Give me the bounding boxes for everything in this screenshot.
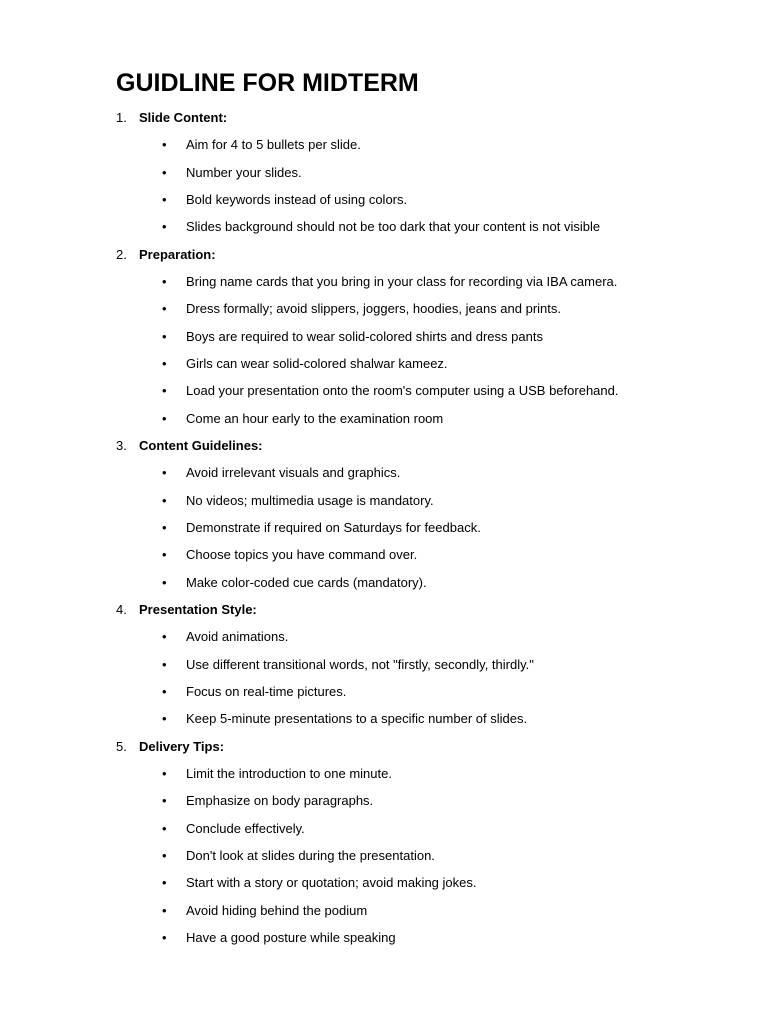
- list-item: [0, 901, 768, 921]
- list-item: [0, 627, 768, 647]
- bullet-icon: •: [162, 137, 167, 152]
- section-label: Preparation:: [139, 247, 216, 262]
- list-item-text: Avoid hiding behind the podium: [186, 903, 368, 918]
- list-item: [0, 463, 768, 483]
- list-item-text: Load your presentation onto the room's computer using a USB beforehand.: [186, 383, 619, 398]
- list-item-text: Bring name cards that you bring in your class for recording via IBA camera.: [186, 274, 618, 289]
- section-number: 3.: [116, 438, 127, 453]
- list-item: [0, 545, 768, 565]
- list-item: [0, 381, 768, 401]
- list-item: [0, 217, 768, 237]
- section-heading: [0, 245, 768, 265]
- bullet-icon: •: [162, 684, 167, 699]
- section-label: Slide Content:: [139, 110, 228, 125]
- list-item: [0, 491, 768, 511]
- bullet-icon: •: [162, 875, 167, 890]
- list-item-text: Avoid animations.: [186, 629, 289, 644]
- bullet-icon: •: [162, 547, 167, 562]
- list-item: [0, 163, 768, 183]
- list-item-text: Choose topics you have command over.: [186, 547, 418, 562]
- list-item: [0, 518, 768, 538]
- list-item: [0, 791, 768, 811]
- bullet-icon: •: [162, 219, 167, 234]
- list-item: [0, 655, 768, 675]
- bullet-icon: •: [162, 192, 167, 207]
- bullet-icon: •: [162, 356, 167, 371]
- bullet-icon: •: [162, 465, 167, 480]
- list-item-text: Use different transitional words, not "firstly, secondly, thirdly.": [186, 657, 534, 672]
- section-number: 5.: [116, 739, 127, 754]
- list-item-text: Number your slides.: [186, 165, 302, 180]
- bullet-icon: •: [162, 657, 167, 672]
- list-item-text: Start with a story or quotation; avoid making jokes.: [186, 875, 477, 890]
- bullet-icon: •: [162, 903, 167, 918]
- section-heading: [0, 600, 768, 620]
- list-item: [0, 709, 768, 729]
- section-heading: [0, 436, 768, 456]
- bullet-icon: •: [162, 520, 167, 535]
- list-item-text: Don't look at slides during the presentation.: [186, 848, 435, 863]
- bullet-icon: •: [162, 848, 167, 863]
- list-item-text: Boys are required to wear solid-colored shirts and dress pants: [186, 329, 543, 344]
- list-item-text: Girls can wear solid-colored shalwar kameez.: [186, 356, 448, 371]
- list-item-text: Focus on real-time pictures.: [186, 684, 347, 699]
- bullet-icon: •: [162, 301, 167, 316]
- list-item-text: Avoid irrelevant visuals and graphics.: [186, 465, 401, 480]
- list-item-text: Come an hour early to the examination room: [186, 411, 444, 426]
- list-item: [0, 682, 768, 702]
- section-number: 1.: [116, 110, 127, 125]
- list-item: [0, 299, 768, 319]
- list-item-text: Have a good posture while speaking: [186, 930, 396, 945]
- list-item: [0, 327, 768, 347]
- list-item-text: Make color-coded cue cards (mandatory).: [186, 575, 427, 590]
- list-item: [0, 573, 768, 593]
- bullet-icon: •: [162, 165, 167, 180]
- list-item: [0, 409, 768, 429]
- bullet-icon: •: [162, 821, 167, 836]
- bullet-icon: •: [162, 575, 167, 590]
- list-item-text: Bold keywords instead of using colors.: [186, 192, 408, 207]
- list-item: [0, 846, 768, 866]
- section-label: Delivery Tips:: [139, 739, 225, 754]
- list-item: [0, 764, 768, 784]
- bullet-icon: •: [162, 711, 167, 726]
- bullet-icon: •: [162, 383, 167, 398]
- section-label: Content Guidelines:: [139, 438, 263, 453]
- bullet-icon: •: [162, 793, 167, 808]
- bullet-icon: •: [162, 629, 167, 644]
- list-item: [0, 135, 768, 155]
- list-item: [0, 873, 768, 893]
- list-item-text: Conclude effectively.: [186, 821, 305, 836]
- bullet-icon: •: [162, 930, 167, 945]
- list-item: [0, 928, 768, 948]
- bullet-icon: •: [162, 274, 167, 289]
- list-item-text: No videos; multimedia usage is mandatory.: [186, 493, 434, 508]
- section-number: 2.: [116, 247, 127, 262]
- document-title: GUIDLINE FOR MIDTERM: [116, 69, 419, 97]
- section-label: Presentation Style:: [139, 602, 257, 617]
- list-item-text: Dress formally; avoid slippers, joggers, hoodies, jeans and prints.: [186, 301, 562, 316]
- bullet-icon: •: [162, 766, 167, 781]
- list-item-text: Aim for 4 to 5 bullets per slide.: [186, 137, 361, 152]
- list-item: [0, 272, 768, 292]
- bullet-icon: •: [162, 411, 167, 426]
- section-heading: [0, 737, 768, 757]
- list-item-text: Emphasize on body paragraphs.: [186, 793, 374, 808]
- list-item-text: Keep 5-minute presentations to a specific number of slides.: [186, 711, 528, 726]
- list-item-text: Demonstrate if required on Saturdays for feedback.: [186, 520, 481, 535]
- list-item: [0, 354, 768, 374]
- bullet-icon: •: [162, 329, 167, 344]
- list-item-text: Slides background should not be too dark that your content is not visible: [186, 219, 601, 234]
- section-heading: [0, 108, 768, 128]
- list-item-text: Limit the introduction to one minute.: [186, 766, 392, 781]
- list-item: [0, 819, 768, 839]
- bullet-icon: •: [162, 493, 167, 508]
- list-item: [0, 190, 768, 210]
- section-number: 4.: [116, 602, 127, 617]
